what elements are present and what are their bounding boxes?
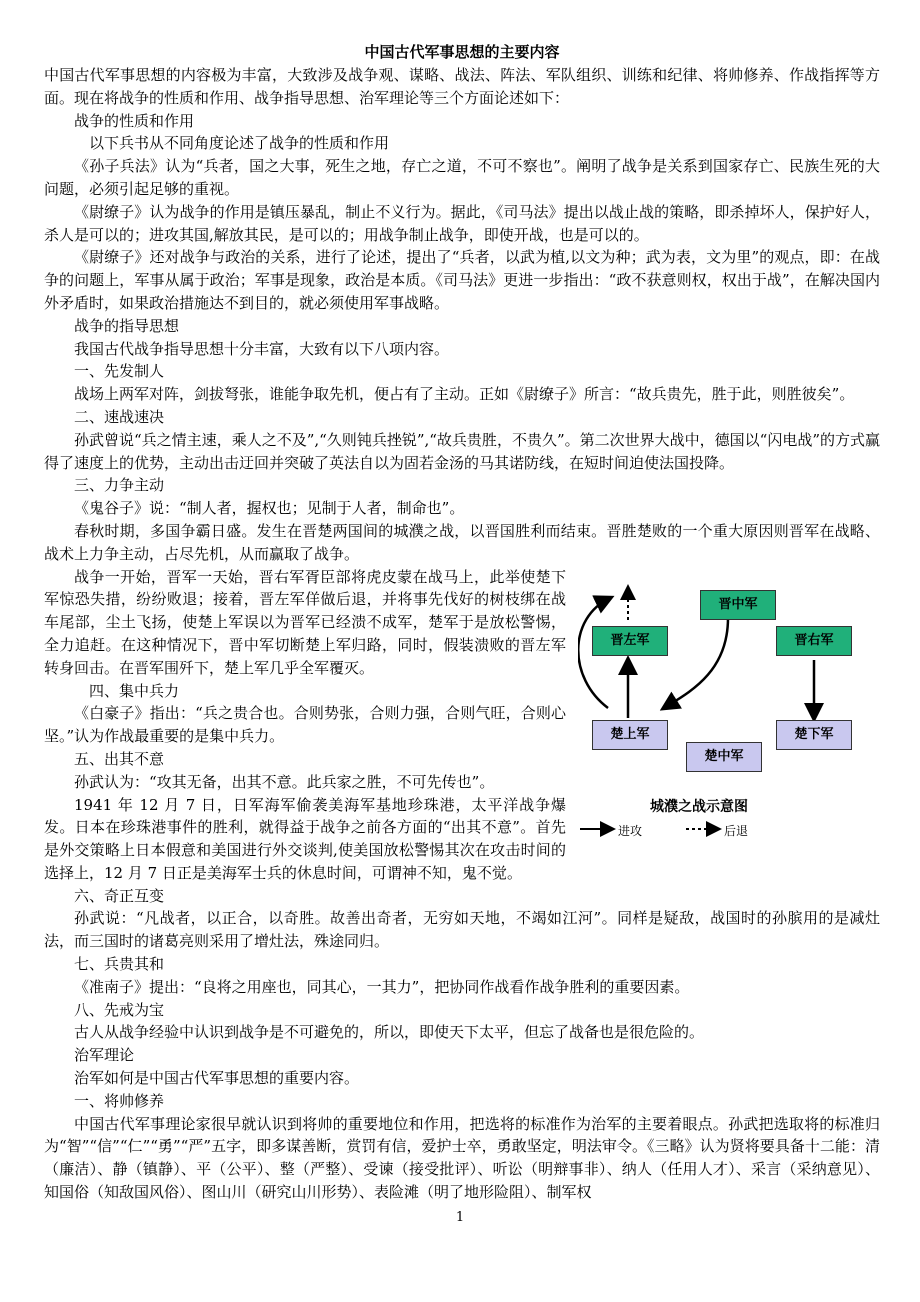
section-heading: 治军理论: [74, 1046, 135, 1065]
jin-middle-army-box: 晋中军: [700, 590, 776, 620]
chu-upper-army-box: 楚上军: [592, 720, 668, 750]
paragraph: 《准南子》提出：“良将之用座也，同其心，一其力”，把协同作战看作战争胜利的重要因素。: [74, 977, 690, 996]
paragraph: 1941 年 12 月 7 日，日军海军偷袭美海军基地珍珠港，太平洋战争爆发。日本在珍珠港事件的胜利，就得益于战争之前各方面的“出其不意”。首先是外交策略上日本假意和美国进行外交谈判,使美国放松警惕其次在攻击时间的选择上，12 月 7 日正是美海军士兵的休息时间，可谓神不知，鬼不觉。: [44, 795, 566, 882]
jin-left-army-box: 晋左军: [592, 626, 668, 656]
page-title: 中国古代军事思想的主要内容: [364, 43, 560, 61]
jin-right-army-box: 晋右军: [776, 626, 852, 656]
paragraph: 战场上两军对阵，剑拔弩张，谁能争取先机，便占有了主动。正如《尉缭子》所言：“故兵贵先，胜于此，则胜彼矣”。: [74, 385, 855, 404]
list-heading: 五、出其不意: [74, 749, 165, 768]
paragraph: 古人从战争经验中认识到战争是不可避免的，所以，即使天下太平，但忘了战备也是很危险的。: [74, 1023, 705, 1042]
paragraph: 《尉缭子》还对战争与政治的关系，进行了论述，提出了“兵者，以武为植,以文为种；武为表，文为里”的观点，即：在战争的问题上，军事从属于政治；军事是现象，政治是本质。《司马法》更进一步指出：“政不获意则权，权出于战”，在解决国内外矛盾时，如果政治措施达不到目的，就必须使用军事战略。: [44, 248, 880, 312]
list-heading: 八、先戒为宝: [74, 1000, 165, 1019]
attack-arrow: [664, 618, 728, 708]
document-page: [44, 42, 880, 1204]
list-heading: 六、奇正互变: [74, 886, 165, 905]
paragraph: 春秋时期，多国争霸日盛。发生在晋楚两国间的城濮之战，以晋国胜利而结束。晋胜楚败的一个重大原因则晋军在战略、战术上力争主动，占尽先机，从而赢取了战争。: [44, 521, 880, 563]
paragraph: 我国古代战争指导思想十分丰富，大致有以下八项内容。: [74, 339, 450, 358]
section-heading: 战争的性质和作用: [74, 111, 195, 130]
paragraph: 治军如何是中国古代军事思想的重要内容。: [74, 1069, 360, 1088]
paragraph: 孙武曾说“兵之情主速，乘人之不及”,“久则钝兵挫锐”,“故兵贵胜，不贵久”。第二次世界大战中，德国以“闪电战”的方式赢得了速度上的优势，主动出击迂回并突破了英法自以为固若金汤的马其诺防线，在短时间迫使法国投降。: [44, 430, 880, 472]
list-heading: 二、速战速决: [74, 407, 165, 426]
list-heading: 一、将帅修养: [74, 1091, 165, 1110]
list-heading: 一、先发制人: [74, 362, 165, 381]
intro-paragraph: 中国古代军事思想的内容极为丰富，大致涉及战争观、谋略、战法、阵法、军队组织、训练和纪律、将帅修养、作战指挥等方面。现在将战争的性质和作用、战争指导思想、治军理论等三个方面论述如下：: [44, 66, 880, 107]
list-heading: 三、力争主动: [74, 476, 165, 495]
list-heading: 四、集中兵力: [89, 681, 180, 700]
paragraph: 《孙子兵法》认为“兵者，国之大事，死生之地，存亡之道，不可不察也”。阐明了战争是关系到国家存亡、民族生死的大问题，必须引起足够的重视。: [44, 157, 880, 198]
legend-retreat-label: 后退: [724, 823, 749, 838]
battle-diagram: [578, 568, 890, 844]
chu-lower-army-box: 楚下军: [776, 720, 852, 750]
list-heading: 七、兵贵其和: [74, 955, 165, 974]
paragraph: 孙武认为：“攻其无备，出其不意。此兵家之胜，不可先传也”。: [74, 772, 495, 791]
subheading: 以下兵书从不同角度论述了战争的性质和作用: [89, 134, 390, 153]
paragraph: 《尉缭子》认为战争的作用是镇压暴乱，制止不义行为。据此，《司马法》提出以战止战的策略，即杀掉坏人，保护好人，杀人是可以的；进攻其国,解放其民，是可以的；用战争制止战争，即使开战，也是可以的。: [44, 202, 880, 244]
paragraph: 中国古代军事理论家很早就认识到将帅的重要地位和作用，把选将的标准作为治军的主要着眼点。孙武把选取将的标准归为“智”“信”“仁”“勇”“严”五字，即多谋善断，赏罚有信，爱护士卒，勇敢坚定，明法审令。《三略》认为贤将要具备十二能：清（廉洁）、静（镇静）、平（公平）、整（严整）、受谏（接受批评）、听讼（明辩事非）、纳人（任用人才）、采言（采纳意见）、知国俗（知敌国风俗）、图山川（研究山川形势）、表险滩（明了地形险阻）、制军权: [44, 1114, 880, 1202]
paragraph: 战争一开始，晋军一天始，晋右军胥臣部将虎皮蒙在战马上，此举使楚下军惊恐失措，纷纷败退；接着，晋左军佯做后退，并将事先伐好的树枝绑在战车尾部，尘土飞扬，使楚上军误以为晋军已经溃不成军，楚军于是放松警惕，全力追赶。在这种情况下，晋中军切断楚上军归路，同时，假装溃败的晋左军转身回击。在晋军围歼下，楚上军几乎全军覆灭。: [44, 567, 566, 677]
paragraph: 《鬼谷子》说：“制人者，握权也；见制于人者，制命也”。: [74, 499, 465, 518]
page-number: 1: [455, 1210, 465, 1225]
diagram-caption: 城濮之战示意图: [650, 798, 748, 815]
chu-middle-army-box: 楚中军: [686, 742, 762, 772]
paragraph: 《白豪子》指出：“兵之贵合也。合则势张，合则力强，合则气旺，合则心坚。”认为作战最重要的是集中兵力。: [44, 704, 566, 746]
legend-attack-label: 进攻: [618, 823, 643, 838]
section-heading: 战争的指导思想: [74, 316, 180, 335]
paragraph: 孙武说：“凡战者，以正合，以奇胜。故善出奇者，无穷如天地，不竭如江河”。同样是疑敌，战国时的孙膑用的是减灶法，而三国时的诸葛亮则采用了增灶法，殊途同归。: [44, 909, 880, 951]
